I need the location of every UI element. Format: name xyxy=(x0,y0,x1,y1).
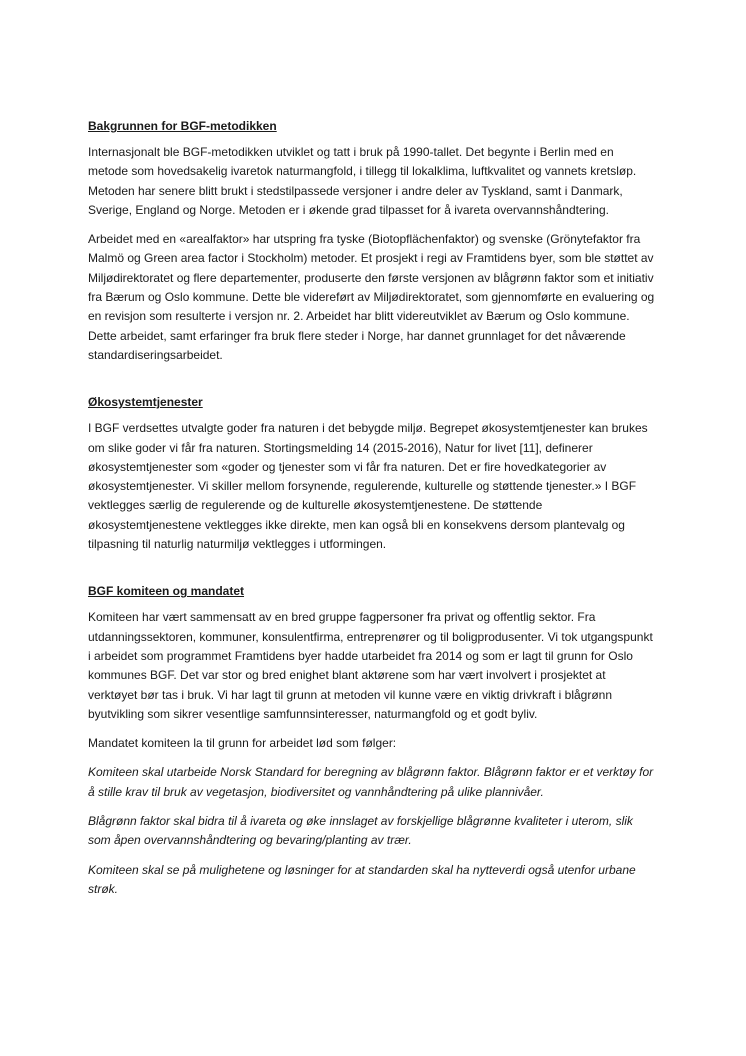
section-heading: Økosystemtjenester xyxy=(88,395,203,410)
mandate-item: Blågrønn faktor skal bidra til å ivareta og øke innslaget av forskjellige blågrønne kvaliteter i uterom, slik som åpen overvannshåndtering og bevaring/planting av trær. xyxy=(88,814,633,848)
paragraph: Arbeidet med en «arealfaktor» har utspring fra tyske (Biotopflächenfaktor) og svenske (Grönytefaktor fra Malmö og Green area factor i Stockholm) metoder. Et prosjekt i regi av Framtidens byer, som ble støttet av Miljødirektoratet og flere departementer, produserte den første versjonen av blågrønn faktor som et initiativ fra Bærum og Oslo kommune. Dette ble videreført av Miljødirektoratet, som gjennomførte en evaluering og en revisjon som resulterte i versjon nr. 2. Arbeidet har blitt videreutviklet av Bærum og Oslo kommune. Dette arbeidet, samt erfaringer fra bruk flere steder i Norge, har dannet grunnlaget for det nåværende standardiseringsarbeidet. xyxy=(88,232,655,362)
section-background xyxy=(88,118,656,365)
section-heading: BGF komiteen og mandatet xyxy=(88,584,245,599)
section-committee-mandate xyxy=(88,583,656,899)
paragraph: Mandatet komiteen la til grunn for arbeidet lød som følger: xyxy=(88,736,397,751)
paragraph: I BGF verdsettes utvalgte goder fra naturen i det bebygde miljø. Begrepet økosystemtjenester kan brukes om slike goder vi får fra naturen. Stortingsmelding 14 (2015-2016), Natur for livet [11], definerer økosystemtjenester som «goder og tjenester som vi får fra naturen. Det er fire hovedkategorier av økosystemtjenester. Vi skiller mellom forsynende, regulerende, kulturelle og støttende tjenester.» I BGF vektlegges særlig de regulerende og de kulturelle økosystemtjenestene. De støttende økosystemtjenestene vektlegges ikke direkte, men kan også bli en konsekvens dersom plantevalg og tilpasning til naturlig naturmiljø vektlegges i utformingen. xyxy=(88,421,648,552)
mandate-item: Komiteen skal se på mulighetene og løsninger for at standarden skal ha nytteverdi også utenfor urbane strøk. xyxy=(88,862,636,896)
section-heading: Bakgrunnen for BGF-metodikken xyxy=(88,119,277,133)
paragraph: Komiteen har vært sammensatt av en bred gruppe fagpersoner fra privat og offentlig sektor. Fra utdanningssektoren, kommuner, konsulentfirma, entreprenører og til boligprodusenter. Vi tok utgangspunkt i arbeidet som programmet Framtidens byer hadde utarbeidet fra 2014 og som er lagt til grunn for Oslo kommunes BGF. Det var stor og bred enighet blant aktørene som har vært involvert i prosjektet at verktøyet bør tas i bruk. Vi har lagt til grunn at metoden vil kunne være en viktig drivkraft i blågrønn byutvikling som sikrer vesentlige samfunnsinteresser, naturmangfold og et godt byliv. xyxy=(88,610,653,721)
paragraph: Internasjonalt ble BGF-metodikken utviklet og tatt i bruk på 1990-tallet. Det begynte i Berlin med en metode som hovedsakelig ivaretok naturmangfold, i tillegg til lokalklima, luftkvalitet og vannets kretsløp. Metoden har senere blitt brukt i stedstilpassede versjoner i andre deler av Tyskland, samt i Danmark, Sverige, England og Norge. Metoden er i økende grad tilpasset for å ivareta overvannshåndtering. xyxy=(88,145,637,217)
section-ecosystem-services xyxy=(88,394,656,554)
mandate-item: Komiteen skal utarbeide Norsk Standard for beregning av blågrønn faktor. Blågrønn faktor er et verktøy for å stille krav til bruk av vegetasjon, biodiversitet og vannhåndtering på ulike plannivåer. xyxy=(88,765,654,799)
